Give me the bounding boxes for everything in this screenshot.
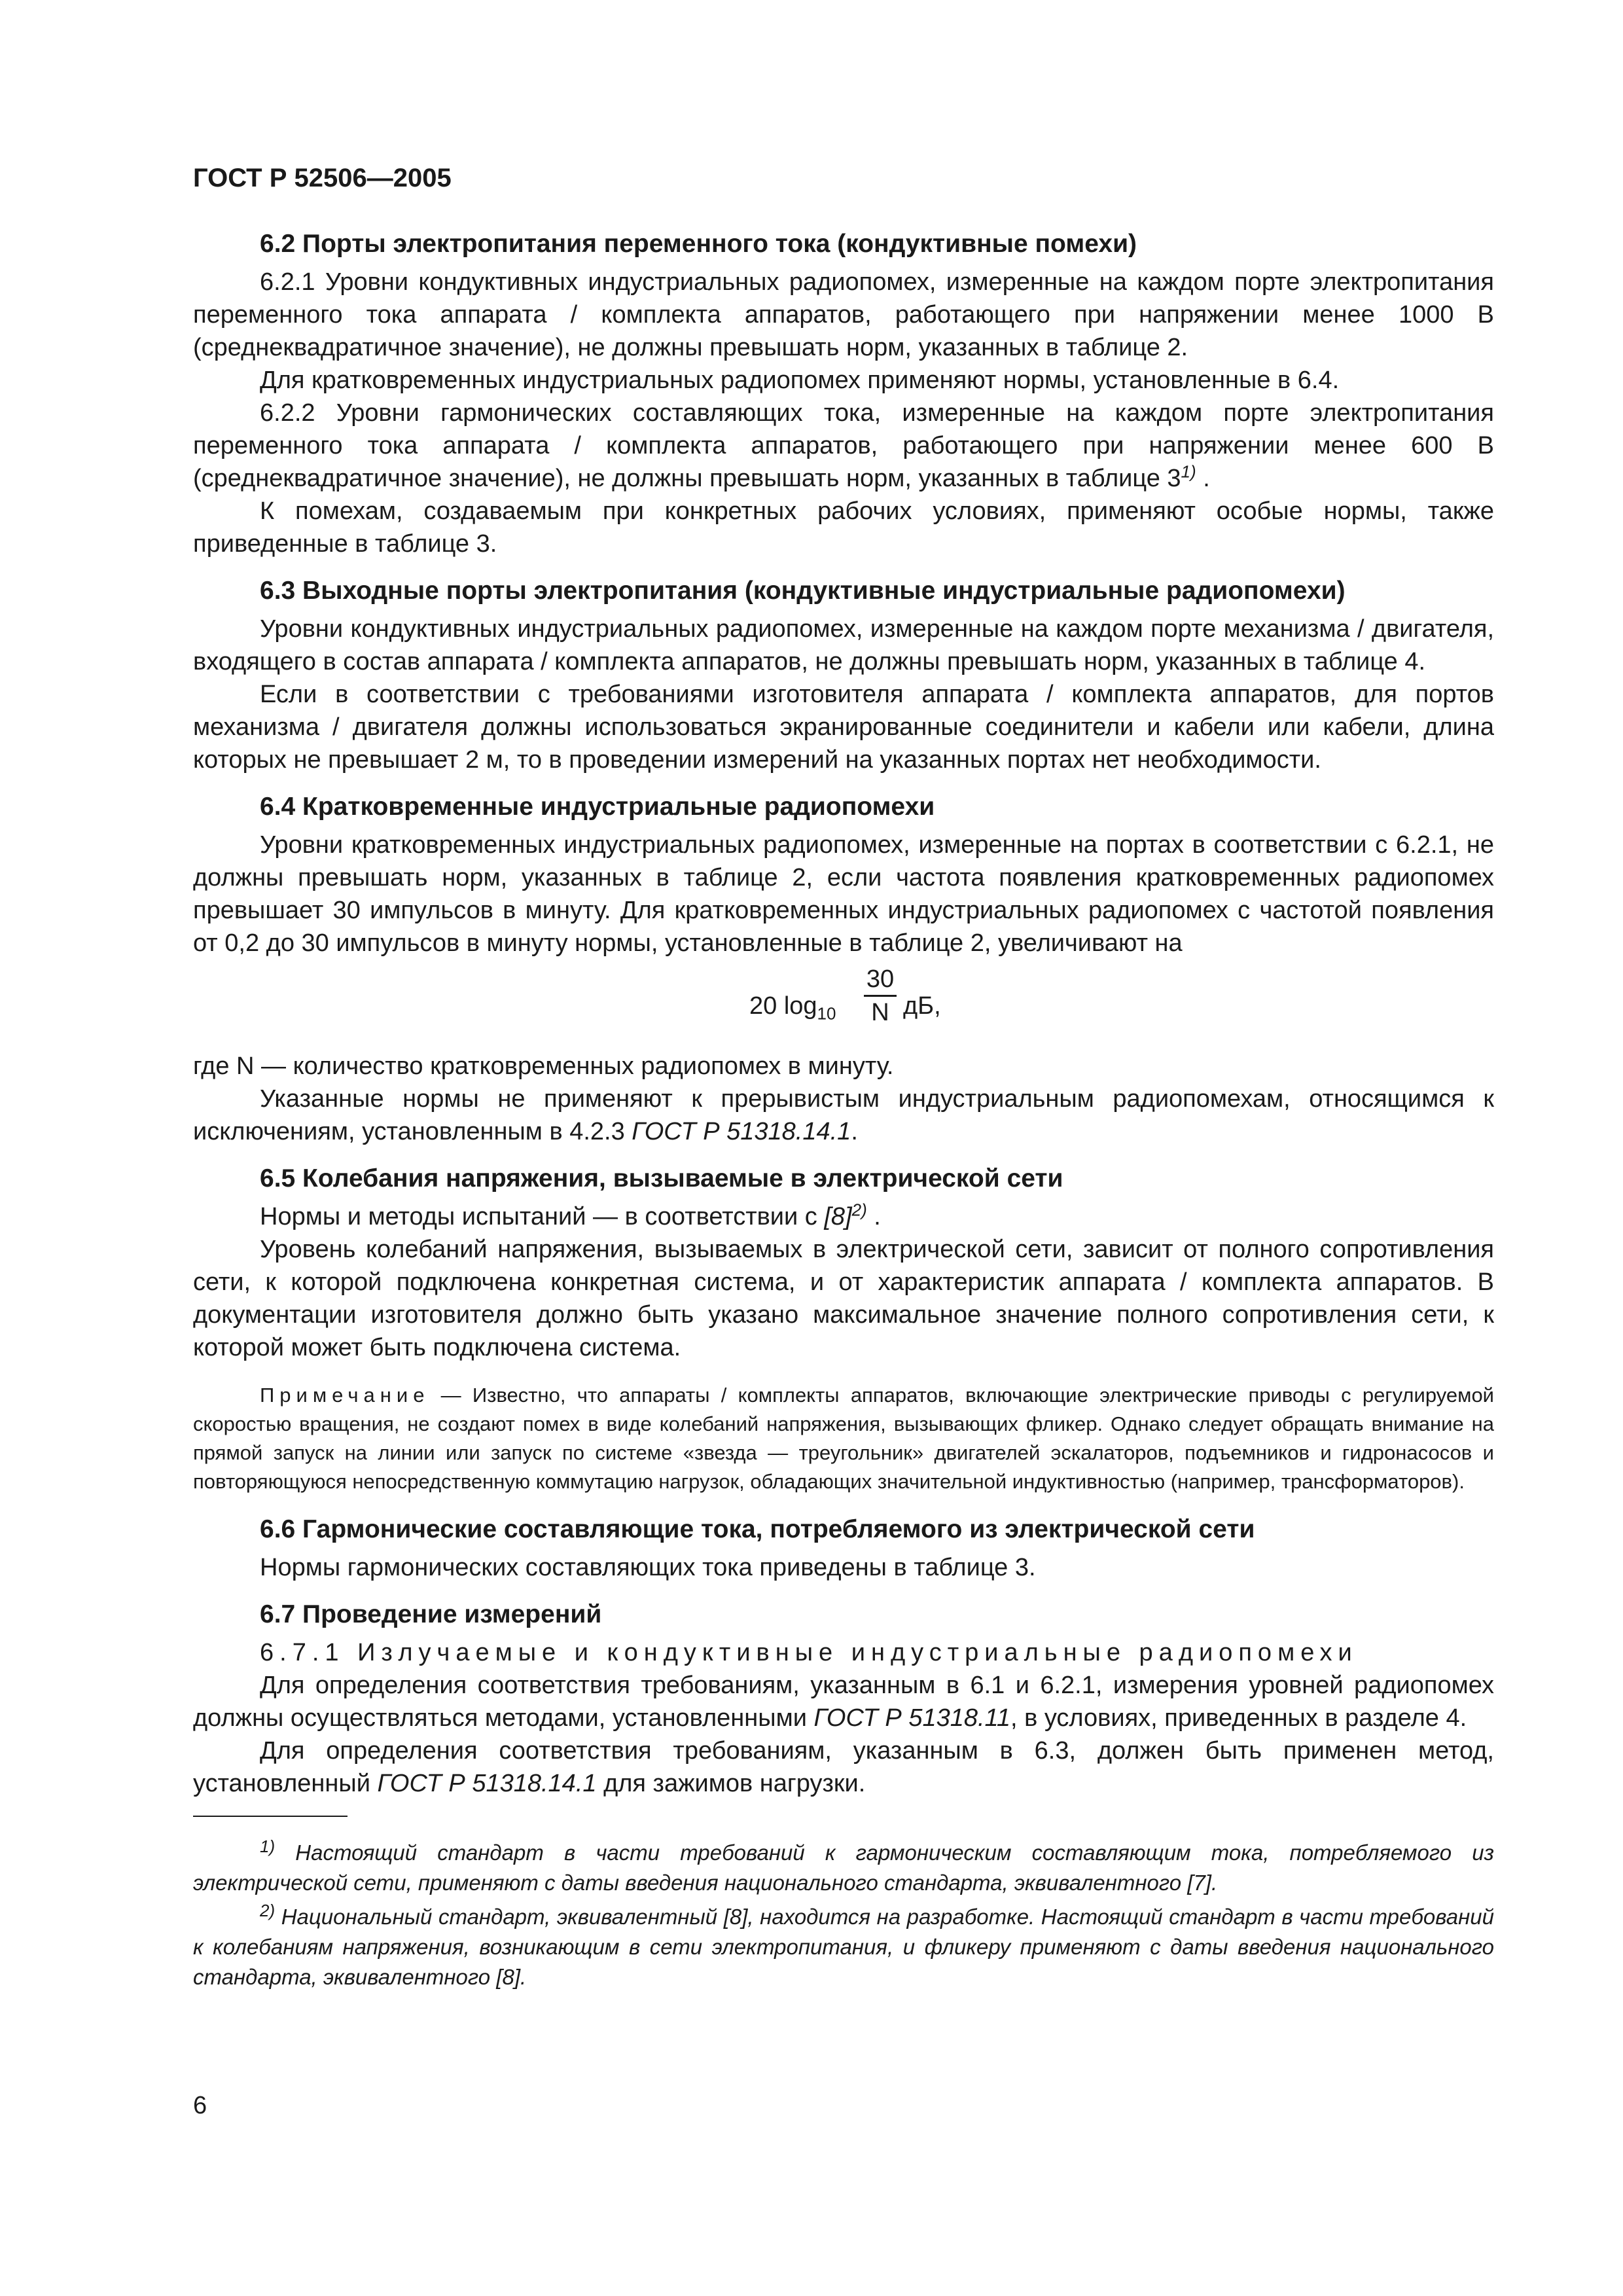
footnote-ref-2: 2) <box>851 1200 867 1220</box>
paragraph-6-7-1-load-end: для зажимов нагрузки. <box>596 1770 866 1797</box>
subsection-6-7-1-title: 6.7.1 Излучаемые и кондуктивные индустриальные радиопомехи <box>260 1639 1358 1666</box>
paragraph-6-5-methods <box>193 1200 1494 1233</box>
paragraph-6-2-special-norms: К помехам, создаваемым при конкретных рабочих условиях, применяют особые нормы, также приведенные в таблице 3. <box>193 497 1494 558</box>
paragraph-6-2-2 <box>193 397 1494 495</box>
page-content <box>193 162 1494 1996</box>
paragraph-6-2-short-term: Для кратковременных индустриальных радиопомех применяют нормы, установленные в 6.4. <box>260 367 1340 394</box>
paragraph-6-7-1-load-text: Для определения соответствия требованиям, указанным в 6.3, должен быть применен метод, установленный <box>193 1737 1494 1797</box>
paragraph-6-7-1-methods-text: Для определения соответствия требованиям, указанным в 6.1 и 6.2.1, измерения уровней радиопомех должны осуществляться методами, установленными <box>193 1672 1494 1732</box>
formula-fraction-bar <box>864 995 897 997</box>
footnote-1-text: Настоящий стандарт в части требований к гармоническим составляющим тока, потребляемого из электрической сети, применяют с даты введения национального стандарта, эквивалентного [7]. <box>193 1840 1494 1895</box>
footnote-divider <box>193 1816 348 1817</box>
paragraph-6-3-shielded: Если в соответствии с требованиями изготовителя аппарата / комплекта аппаратов, для портов механизма / двигателя должны использоваться экранированные соединители и кабели или кабели, длина которых не превышает 2 м, то в проведении измерений на указанных портах нет необходимости. <box>193 681 1494 774</box>
page-number: 6 <box>193 2092 207 2119</box>
footnote-ref-1: 1) <box>1181 461 1196 482</box>
reference-gost-51318-11: ГОСТ Р 51318.11 <box>813 1704 1010 1732</box>
note-label: Примечание <box>260 1384 430 1407</box>
paragraph-6-5-methods-end: . <box>866 1203 881 1230</box>
paragraph-6-4-levels: Уровни кратковременных индустриальных радиопомех, измеренные на портах в соответствии с 6.2.1, не должны превышать норм, указанных в таблице 2, если частота появления кратковременных радиопомех превышает 30 импульсов в минуту. Для кратковременных индустриальных радиопомех с частотой появления от 0,2 до 30 импульсов в минуту нормы, установленные в таблице 2, увеличивают на <box>193 831 1494 957</box>
section-6-2-title: 6.2 Порты электропитания переменного тока (кондуктивные помехи) <box>260 230 1137 258</box>
reference-gost-51318-14-1-b: ГОСТ Р 51318.14.1 <box>377 1770 597 1797</box>
footnote-2 <box>193 1902 1494 1992</box>
paragraph-6-4-exceptions-end: . <box>851 1118 858 1145</box>
paragraph-6-3-levels: Уровни кондуктивных индустриальных радиопомех, измеренные на каждом порте механизма / двигателя, входящего в состав аппарата / комплекта аппаратов, не должны превышать норм, указанных в таблице 4. <box>193 615 1494 675</box>
paragraph-6-4-exceptions-text: Указанные нормы не применяют к прерывистым индустриальным радиопомехам, относящимся к исключениям, установленным в 4.2.3 <box>193 1085 1494 1145</box>
paragraph-6-5-methods-text: Нормы и методы испытаний — в соответствии с <box>260 1203 825 1230</box>
footnotes <box>193 1816 1494 1992</box>
paragraph-6-7-1-methods-end: , в условиях, приведенных в разделе 4. <box>1010 1704 1467 1732</box>
section-6-3-title: 6.3 Выходные порты электропитания (кондуктивные индустриальные радиопомехи) <box>260 577 1346 605</box>
formula-left <box>749 992 836 1024</box>
section-6-6-title: 6.6 Гармонические составляющие тока, потребляемого из электрической сети <box>260 1515 1255 1543</box>
document-header-id: ГОСТ Р 52506—2005 <box>193 164 452 192</box>
paragraph-6-2-2-end: . <box>1196 465 1210 492</box>
formula-fraction <box>864 965 897 1027</box>
formula-log-correction <box>193 963 1494 1050</box>
section-6-5-title: 6.5 Колебания напряжения, вызываемые в электрической сети <box>260 1164 1063 1193</box>
note-text: — Известно, что аппараты / комплекты аппаратов, включающие электрические приводы с регулируемой скоростью вращения, не создают помех в виде колебаний напряжения, вызывающих фликер. Однако следует обращать внимание на прямой запуск на линии или запуск по системе «звезда — треугольник» двигателей эскалаторов, подъемников и гидронасосов и повторяющуюся непосредственную коммутацию нагрузок, обладающих значительной индуктивностью (например, трансформаторов). <box>193 1384 1494 1493</box>
formula-numerator: 30 <box>866 965 895 993</box>
paragraph-6-4-where-n: где N — количество кратковременных радиопомех в минуту. <box>193 1052 894 1080</box>
section-6-7-title: 6.7 Проведение измерений <box>260 1600 602 1628</box>
note-block <box>193 1381 1494 1496</box>
reference-gost-51318-14-1: ГОСТ Р 51318.14.1 <box>632 1118 851 1145</box>
paragraph-6-5-fluctuations: Уровень колебаний напряжения, вызываемых в электрической сети, зависит от полного сопротивления сети, к которой подключена конкретная система, и от характеристик аппарата / комплекта аппаратов. В документации изготовителя должно быть указано максимальное значение полного сопротивления сети, к которой может быть подключена система. <box>193 1236 1494 1361</box>
footnote-1 <box>193 1838 1494 1898</box>
paragraph-6-4-exceptions <box>193 1083 1494 1148</box>
formula-denominator: N <box>871 999 889 1026</box>
paragraph-6-2-1: 6.2.1 Уровни кондуктивных индустриальных радиопомех, измеренные на каждом порте электропитания переменного тока аппарата / комплекта аппаратов, работающего при напряжении менее 1000 В (среднеквадратичное значение), не должны превышать норм, указанных в таблице 2. <box>193 268 1494 361</box>
paragraph-6-6-harmonics: Нормы гармонических составляющих тока приведены в таблице 3. <box>260 1554 1036 1581</box>
paragraph-6-2-2-text: 6.2.2 Уровни гармонических составляющих тока, измеренные на каждом порте электропитания переменного тока аппарата / комплекта аппаратов, работающего при напряжении менее 600 В (среднеквадратичное значение), не должны превышать норм, указанных в таблице 3 <box>193 399 1494 492</box>
paragraph-6-7-1-methods <box>193 1669 1494 1734</box>
reference-8: [8] <box>824 1203 852 1230</box>
formula-log-base: 10 <box>817 1003 836 1024</box>
footnote-1-mark: 1) <box>260 1837 276 1856</box>
formula-unit: дБ, <box>903 992 941 1020</box>
footnote-2-text: Национальный стандарт, эквивалентный [8], находится на разработке. Настоящий стандарт в части требований к колебаниям напряжения, возникающим в сети электропитания, и фликеру применяют с даты введения национального стандарта, эквивалентного [8]. <box>193 1905 1494 1989</box>
footnote-2-mark: 2) <box>260 1901 276 1920</box>
paragraph-6-7-1-load-terminals <box>193 1734 1494 1800</box>
section-6-4-title: 6.4 Кратковременные индустриальные радиопомехи <box>260 793 935 821</box>
formula-log: 20 log <box>749 992 817 1020</box>
